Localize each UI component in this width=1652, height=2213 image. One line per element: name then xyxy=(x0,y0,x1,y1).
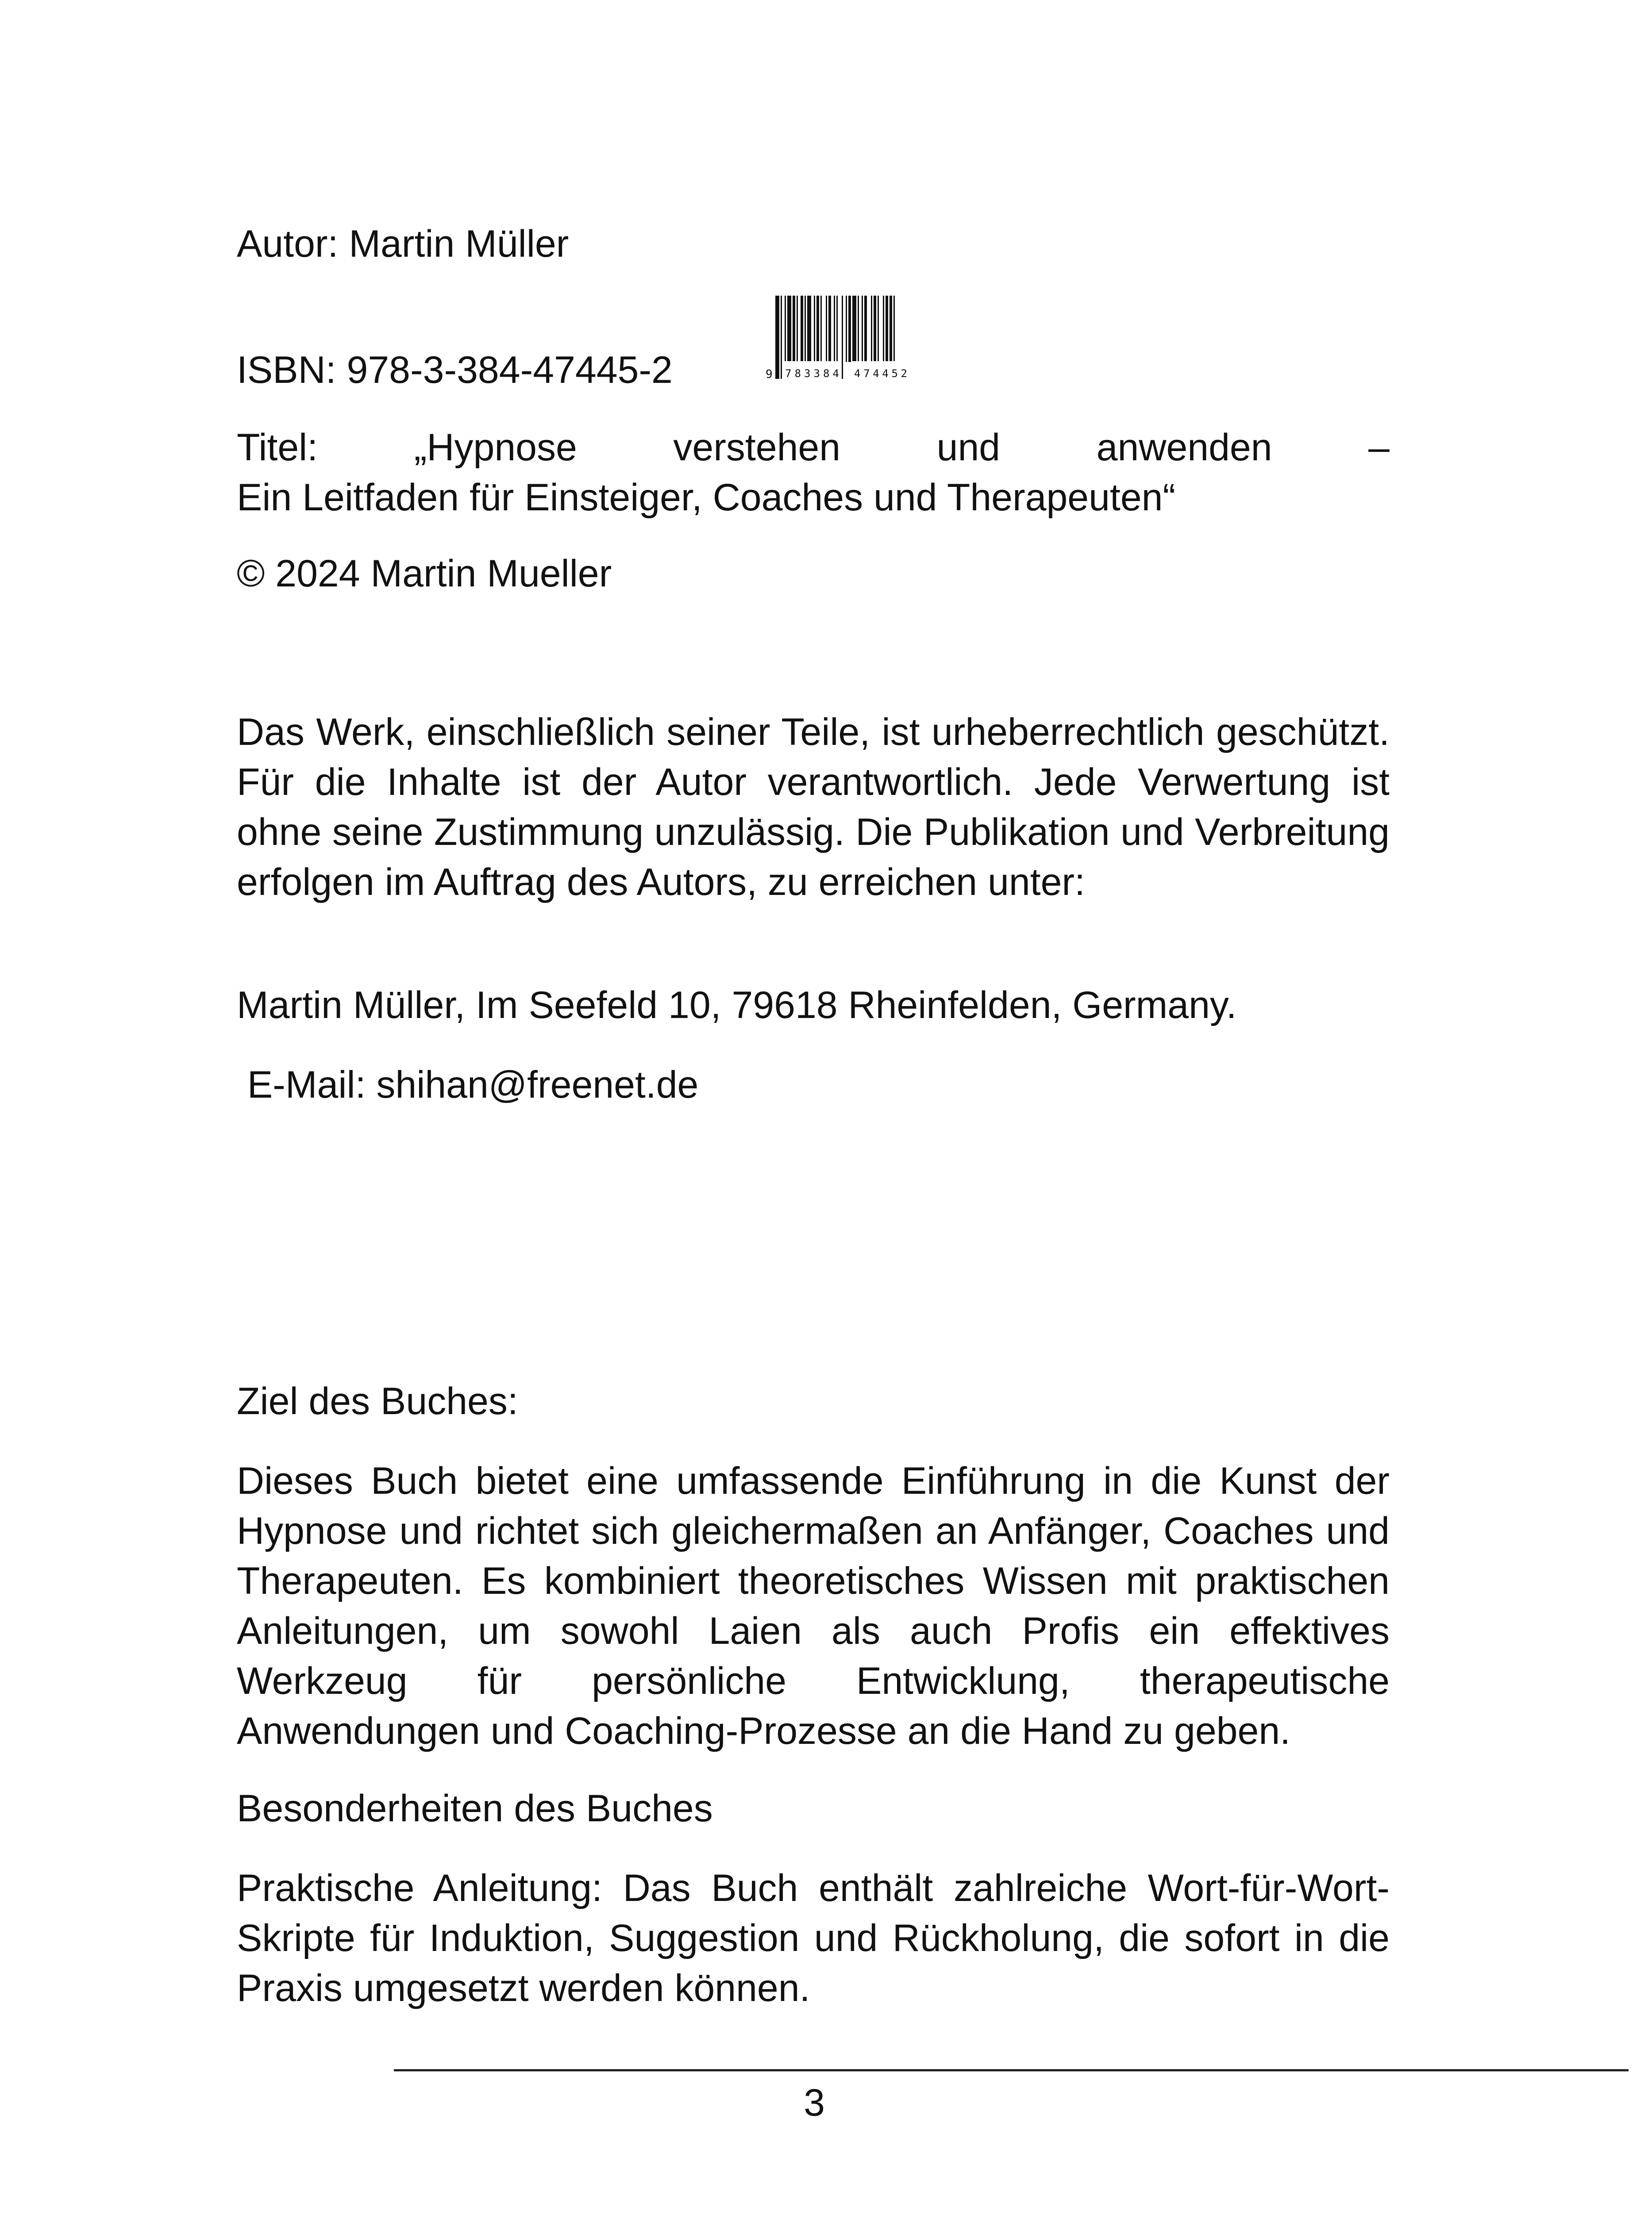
barcode-bar xyxy=(826,296,827,362)
author-line: Autor: Martin Müller xyxy=(237,223,569,265)
barcode-bar xyxy=(814,296,815,362)
barcode-bar xyxy=(883,296,884,362)
barcode-bar xyxy=(828,296,831,362)
barcode-bar xyxy=(797,296,798,362)
barcode-bar xyxy=(781,296,782,379)
barcode-bar xyxy=(858,296,859,362)
barcode-bar xyxy=(886,296,888,362)
barcode-bar xyxy=(793,296,795,362)
barcode-bar xyxy=(785,296,786,362)
features-heading: Besonderheiten des Buches xyxy=(237,1787,713,1830)
footer-rule xyxy=(394,2069,1629,2071)
barcode-digits-right: 474452 xyxy=(854,367,907,380)
barcode-bar xyxy=(801,296,803,362)
barcode-bar xyxy=(846,296,847,362)
barcode-bar xyxy=(834,296,835,362)
barcode-bar xyxy=(871,296,872,362)
barcode-bar xyxy=(864,296,867,362)
page-number: 3 xyxy=(804,2082,825,2124)
barcode-bar xyxy=(862,296,863,362)
barcode-bar xyxy=(775,296,779,379)
address-line: Martin Müller, Im Seefeld 10, 79618 Rheinfelden, Germany. xyxy=(237,984,1237,1026)
about-heading: Ziel des Buches: xyxy=(237,1380,518,1423)
barcode-bar xyxy=(890,296,892,362)
isbn-barcode xyxy=(766,296,921,380)
barcode-bar xyxy=(787,296,791,362)
title-line-1: Titel: „Hypnose verstehen und anwenden – xyxy=(237,426,1390,469)
copyright-line: © 2024 Martin Mueller xyxy=(237,552,612,595)
barcode-bar xyxy=(842,296,843,379)
barcode-bar xyxy=(874,296,876,362)
isbn-line: ISBN: 978-3-384-47445-2 xyxy=(237,349,673,391)
barcode-bar xyxy=(852,296,856,362)
about-paragraph: Dieses Buch bietet eine umfassende Einführung in die Kunst der Hypnose und richtet sich gleichermaßen an Anfänger, Coaches und Therapeuten. Es kombiniert theoretisches Wissen mit praktischen Anleitungen, um sowohl Laien als auch Profis ein effektives Werkzeug für persönliche Entwicklung, therapeutische Anwendungen und Coaching-Prozesse an die Hand zu geben. xyxy=(237,1460,1390,1752)
barcode-bar xyxy=(805,296,806,362)
barcode-bar xyxy=(807,296,811,362)
barcode-bar xyxy=(848,296,851,362)
legal-paragraph: Das Werk, einschließlich seiner Teile, ist urheberrechtlich geschützt. Für die Inhalte ist der Autor verantwortlich. Jede Verwertung ist ohne seine Zustimmung unzulässig. Die Publikation und Verbreitung erfolgen im Auftrag des Autors, zu erreichen unter: xyxy=(237,711,1390,903)
barcode-digits-mid: 783384 xyxy=(785,367,839,380)
barcode-digit-left: 9 xyxy=(766,368,773,380)
barcode-bar xyxy=(820,296,822,362)
email-line: E-Mail: shihan@freenet.de xyxy=(237,1064,699,1106)
features-paragraph: Praktische Anleitung: Das Buch enthält zahlreiche Wort-für-Wort-Skripte für Induktion, Suggestion und Rückholung, die sofort in die Praxis umgesetzt werden können. xyxy=(237,1867,1390,2009)
barcode-bar xyxy=(878,296,879,362)
barcode-bar xyxy=(816,296,819,362)
title-line-2: Ein Leitfaden für Einsteiger, Coaches und Therapeuten“ xyxy=(237,476,1176,519)
